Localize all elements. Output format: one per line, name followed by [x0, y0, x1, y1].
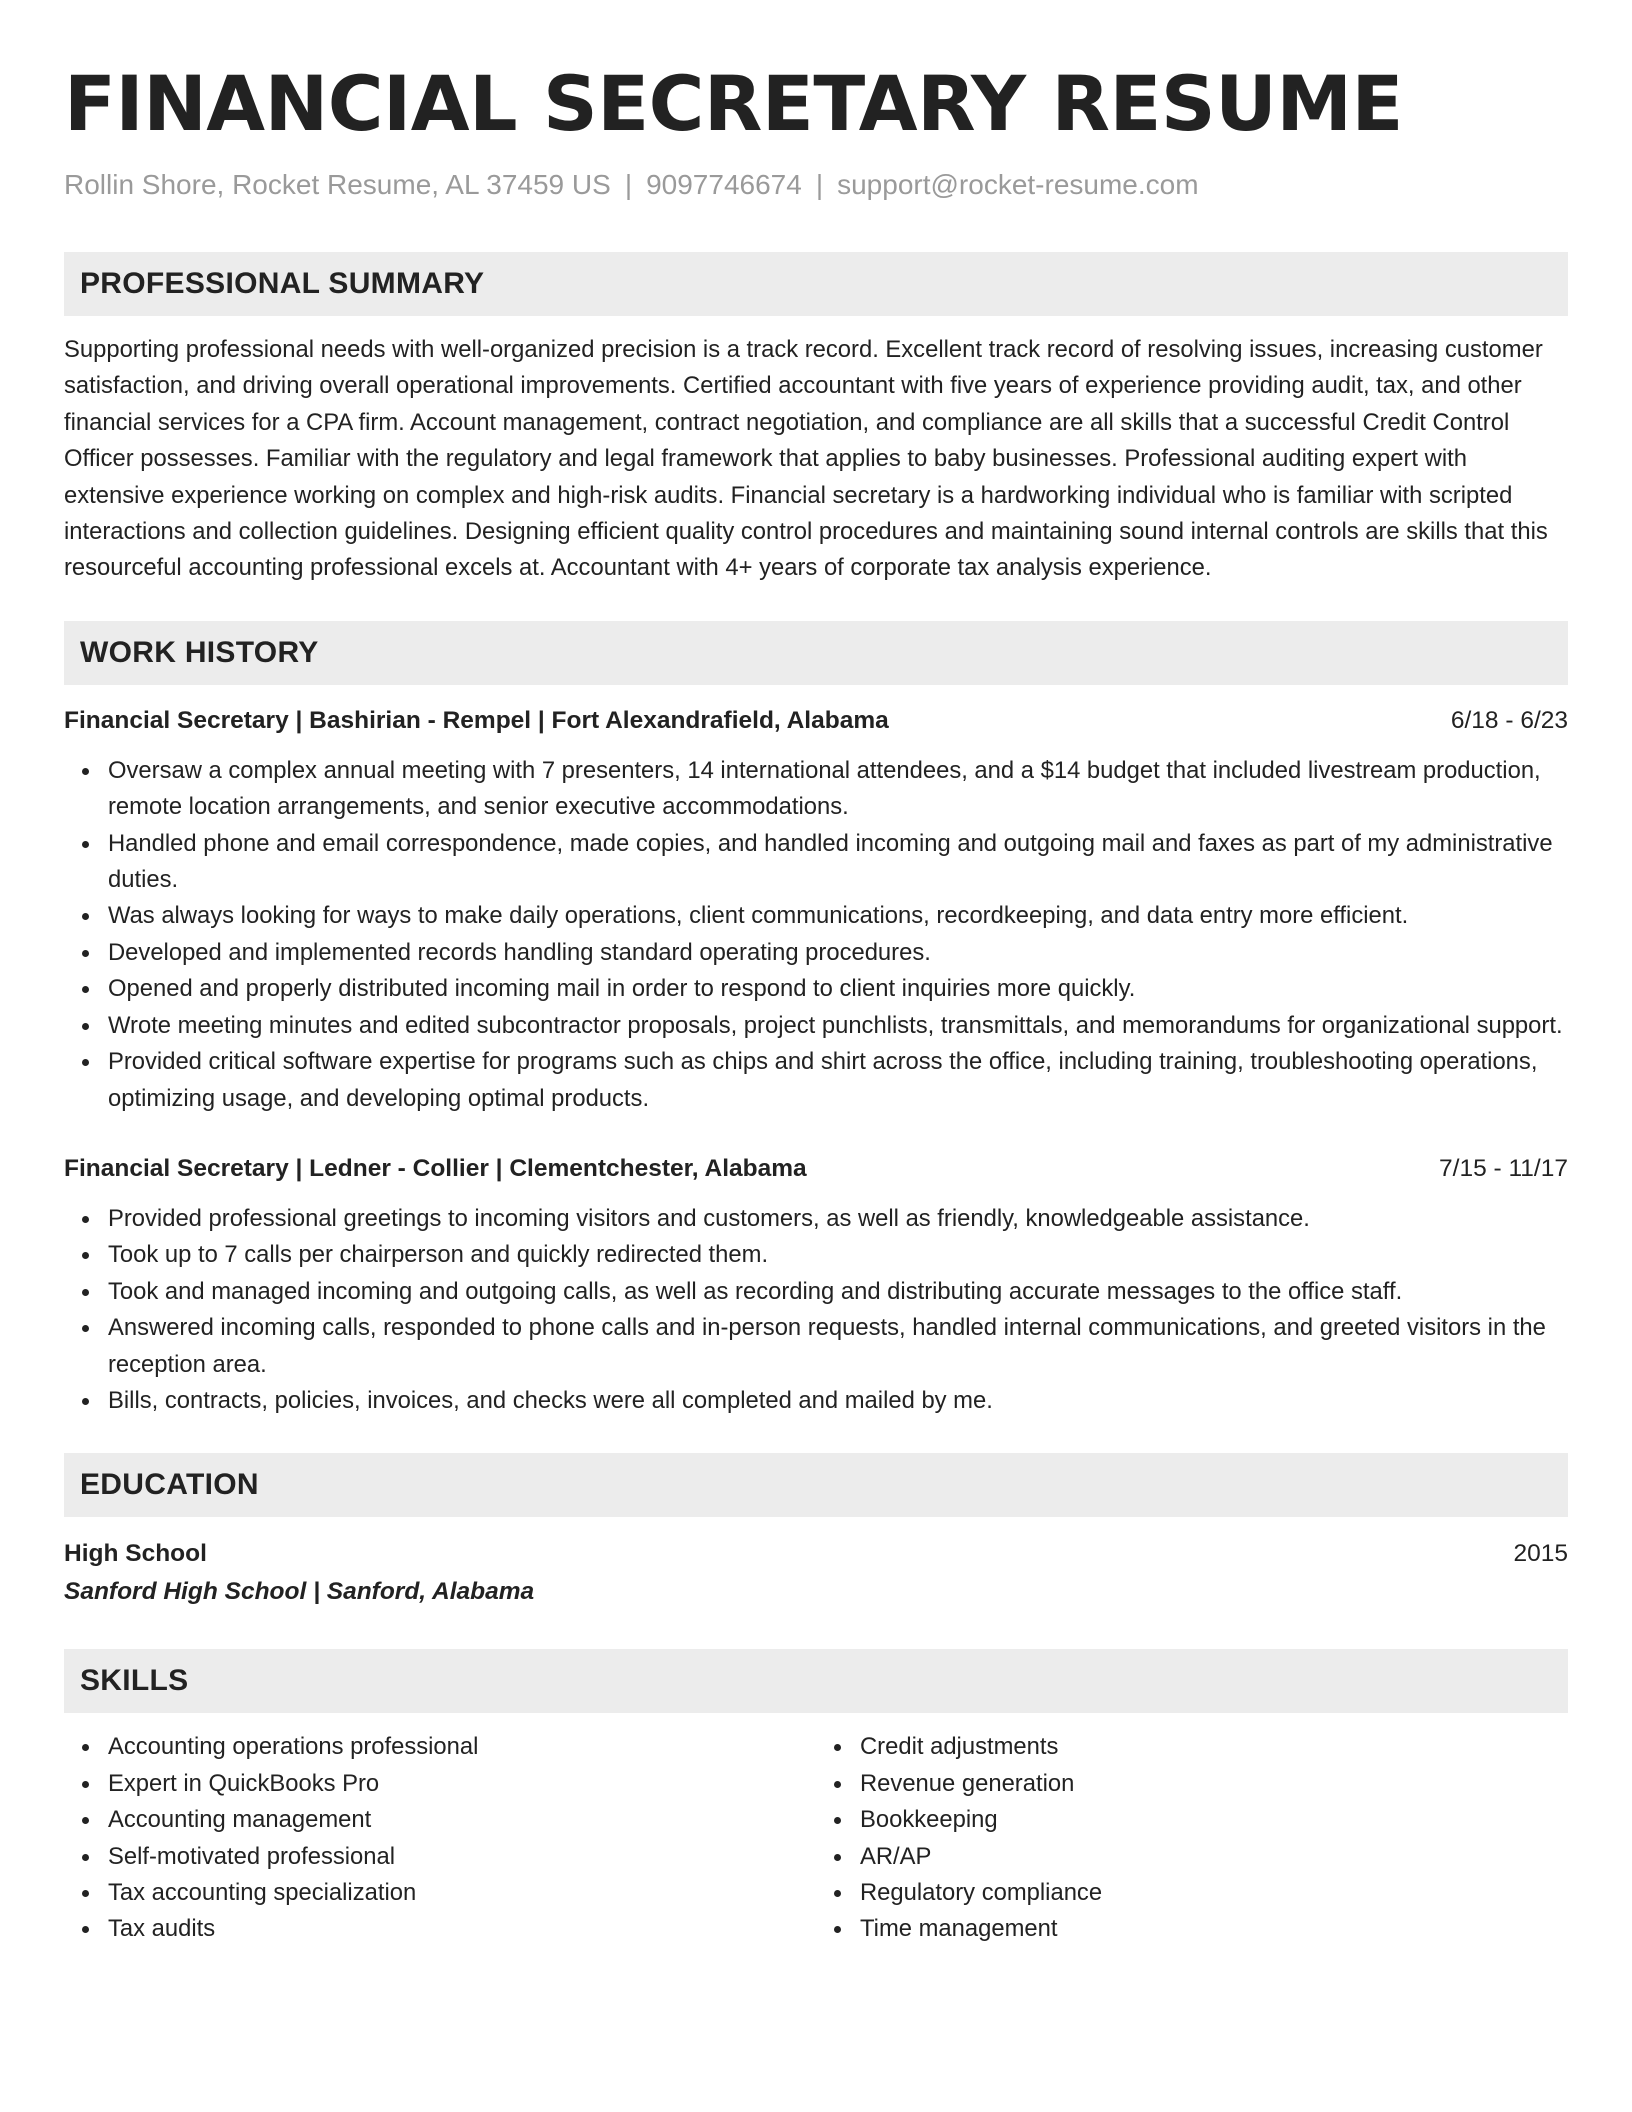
job-dates: 7/15 - 11/17 — [1439, 1154, 1568, 1182]
job-bullet: Oversaw a complex annual meeting with 7 presenters, 14 international attendees, and a $14 budget that included livestream production, remote location arrangements, and senior executive accommodations. — [64, 753, 1568, 826]
skills-column-right — [816, 1729, 1568, 1947]
job-entry-2 — [64, 1151, 1568, 1419]
section-header-work — [64, 621, 1568, 685]
skill-item: Bookkeeping — [816, 1802, 1568, 1838]
job-bullet: Wrote meeting minutes and edited subcontractor proposals, project punchlists, transmittals, and memorandums for organizational support. — [64, 1008, 1568, 1044]
section-title-skills: SKILLS — [80, 1664, 189, 1698]
job-title: Financial Secretary | Bashirian - Rempel | Fort Alexandrafield, Alabama — [64, 706, 889, 734]
job-bullet: Took up to 7 calls per chairperson and quickly redirected them. — [64, 1237, 1568, 1273]
section-title-summary: PROFESSIONAL SUMMARY — [80, 267, 485, 300]
job-header — [64, 703, 1568, 739]
job-bullet: Was always looking for ways to make daily operations, client communications, recordkeeping, and data entry more efficient. — [64, 898, 1568, 934]
job-bullet: Provided critical software expertise for programs such as chips and shirt across the office, including training, troubleshooting operations, optimizing usage, and developing optimal products. — [64, 1044, 1568, 1117]
job-bullet: Opened and properly distributed incoming mail in order to respond to client inquiries more quickly. — [64, 971, 1568, 1007]
section-header-skills — [64, 1649, 1568, 1713]
contact-separator: | — [815, 169, 824, 200]
education-entry — [64, 1535, 1568, 1611]
job-bullet: Answered incoming calls, responded to phone calls and in-person requests, handled internal communications, and greeted visitors in the reception area. — [64, 1310, 1568, 1383]
skills-column-left — [64, 1729, 816, 1947]
job-bullets — [64, 753, 1568, 1117]
job-bullet: Provided professional greetings to incoming visitors and customers, as well as friendly, knowledgeable assistance. — [64, 1201, 1568, 1237]
job-bullets — [64, 1201, 1568, 1419]
education-school: Sanford High School | Sanford, Alabama — [64, 1578, 535, 1606]
skill-item: Accounting operations professional — [64, 1729, 816, 1765]
job-bullet: Handled phone and email correspondence, made copies, and handled incoming and outgoing mail and faxes as part of my administrative duties. — [64, 826, 1568, 899]
job-title: Financial Secretary | Ledner - Collier | Clementchester, Alabama — [64, 1154, 807, 1182]
contact-separator: | — [624, 169, 633, 200]
skill-item: Credit adjustments — [816, 1729, 1568, 1765]
job-dates: 6/18 - 6/23 — [1450, 706, 1568, 734]
contact-address: Rollin Shore, Rocket Resume, AL 37459 US — [64, 169, 611, 200]
section-title-work: WORK HISTORY — [80, 635, 319, 669]
skill-item: Regulatory compliance — [816, 1875, 1568, 1911]
skill-item: Expert in QuickBooks Pro — [64, 1766, 816, 1802]
education-degree: High School — [64, 1540, 207, 1568]
job-bullet: Bills, contracts, policies, invoices, and checks were all completed and mailed by me. — [64, 1383, 1568, 1419]
section-title-education: EDUCATION — [80, 1468, 259, 1502]
section-header-summary — [64, 252, 1568, 316]
contact-line — [64, 166, 1568, 204]
resume-title: FINANCIAL SECRETARY RESUME — [64, 59, 1403, 148]
skill-item: Time management — [816, 1911, 1568, 1947]
skill-item: Tax accounting specialization — [64, 1875, 816, 1911]
job-header — [64, 1151, 1568, 1187]
education-header — [64, 1535, 1568, 1573]
skill-item: Tax audits — [64, 1911, 816, 1947]
skills-list — [64, 1729, 1568, 1947]
contact-email[interactable]: support@rocket-resume.com — [837, 169, 1199, 200]
job-bullet: Took and managed incoming and outgoing calls, as well as recording and distributing accurate messages to the office staff. — [64, 1274, 1568, 1310]
skill-item: AR/AP — [816, 1839, 1568, 1875]
skill-item: Accounting management — [64, 1802, 816, 1838]
contact-phone: 9097746674 — [646, 169, 802, 200]
section-header-education — [64, 1453, 1568, 1517]
job-entry-1 — [64, 703, 1568, 1117]
education-year: 2015 — [1513, 1540, 1568, 1568]
summary-text: Supporting professional needs with well-organized precision is a track record. Excellent track record of resolving issues, increasing customer satisfaction, and driving overall operational improvements. Certified accountant with five years of experience providing audit, tax, and other financial services for a CPA firm. Account management, contract negotiation, and compliance are all skills that a successful Credit Control Officer possesses. Familiar with the regulatory and legal framework that applies to baby businesses. Professional auditing expert with extensive experience working on complex and high-risk audits. Financial secretary is a hardworking individual who is familiar with scripted interactions and collection guidelines. Designing efficient quality control procedures and maintaining sound internal controls are skills that this resourceful accounting professional excels at. Accountant with 4+ years of corporate tax analysis experience. — [64, 336, 1548, 582]
skill-item: Revenue generation — [816, 1766, 1568, 1802]
skill-item: Self-motivated professional — [64, 1839, 816, 1875]
job-bullet: Developed and implemented records handling standard operating procedures. — [64, 935, 1568, 971]
